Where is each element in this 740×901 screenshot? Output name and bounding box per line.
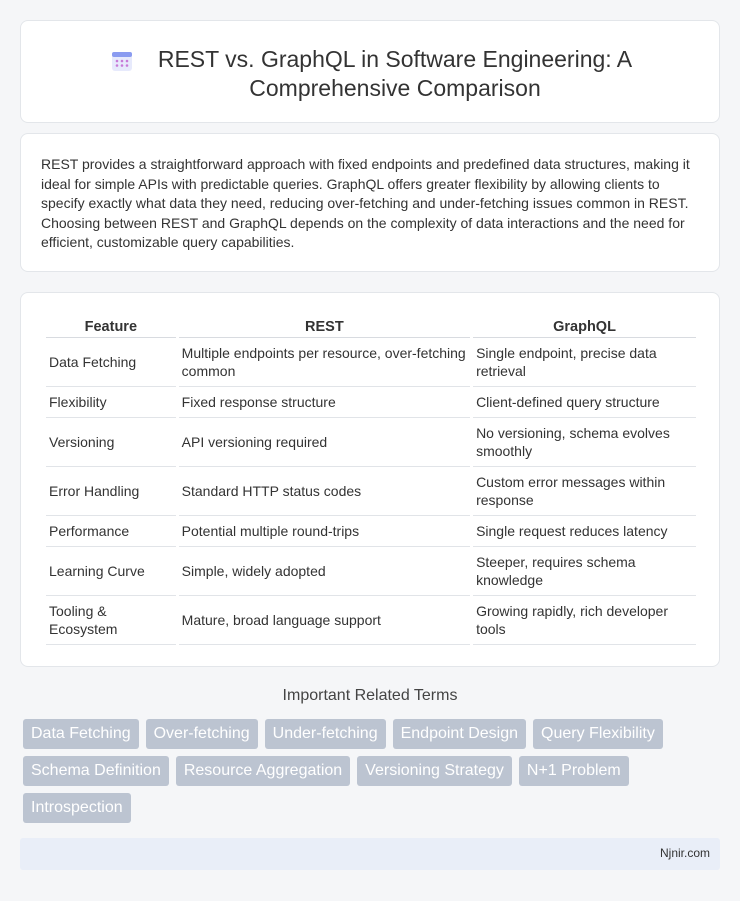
rest-cell: Mature, broad language support — [179, 596, 470, 645]
table-row — [46, 418, 696, 467]
graphql-cell: No versioning, schema evolves smoothly — [473, 418, 696, 467]
footer-site-link[interactable]: Njnir.com — [659, 846, 710, 860]
rest-cell: Fixed response structure — [179, 387, 470, 418]
title-wrap — [21, 45, 719, 103]
feature-cell: Tooling & Ecosystem — [46, 596, 176, 645]
rest-cell: Simple, widely adopted — [179, 547, 470, 596]
related-term-tag[interactable]: Under-fetching — [265, 719, 386, 749]
title-card — [20, 20, 720, 123]
related-term-tag[interactable]: Resource Aggregation — [176, 756, 350, 786]
graphql-cell: Custom error messages within response — [473, 467, 696, 516]
header-feature: Feature — [46, 316, 176, 338]
feature-cell: Data Fetching — [46, 338, 176, 387]
feature-cell: Performance — [46, 516, 176, 547]
page-title: REST vs. GraphQL in Software Engineering: A Comprehensive Comparison — [157, 46, 633, 101]
table-row — [46, 596, 696, 645]
feature-cell: Learning Curve — [46, 547, 176, 596]
related-term-tag[interactable]: Introspection — [23, 793, 131, 823]
header-rest: REST — [179, 316, 470, 338]
graphql-cell: Client-defined query structure — [473, 387, 696, 418]
rest-cell: Potential multiple round-trips — [179, 516, 470, 547]
graphql-cell: Single endpoint, precise data retrieval — [473, 338, 696, 387]
related-term-tag[interactable]: Over-fetching — [146, 719, 258, 749]
related-term-tag[interactable]: Data Fetching — [23, 719, 139, 749]
feature-cell: Error Handling — [46, 467, 176, 516]
comparison-table — [43, 316, 699, 645]
related-term-tag[interactable]: Schema Definition — [23, 756, 169, 786]
related-term-tag[interactable]: Endpoint Design — [393, 719, 526, 749]
header-graphql: GraphQL — [473, 316, 696, 338]
table-header-row — [46, 316, 696, 338]
comparison-card — [20, 292, 720, 667]
summary-card — [20, 133, 720, 272]
table-row — [46, 467, 696, 516]
graphql-cell: Single request reduces latency — [473, 516, 696, 547]
table-row — [46, 516, 696, 547]
graphql-cell: Growing rapidly, rich developer tools — [473, 596, 696, 645]
graphql-cell: Steeper, requires schema knowledge — [473, 547, 696, 596]
calendar-icon — [110, 49, 134, 73]
rest-cell: API versioning required — [179, 418, 470, 467]
related-terms-title: Important Related Terms — [282, 687, 458, 704]
table-row — [46, 387, 696, 418]
rest-cell: Multiple endpoints per resource, over-fetching common — [179, 338, 470, 387]
related-term-tag[interactable]: N+1 Problem — [519, 756, 629, 786]
rest-cell: Standard HTTP status codes — [179, 467, 470, 516]
summary-text: REST provides a straightforward approach with fixed endpoints and predefined data structures, making it ideal for simple APIs with predictable queries. GraphQL offers greater flexibility by allowing clients to specify exactly what data they need, reducing over-fetching and under-fetching issues common in REST. Choosing between REST and GraphQL depends on the complexity of data interactions and the need for efficient, customizable query capabilities. — [41, 156, 690, 251]
footer — [20, 838, 720, 870]
feature-cell: Versioning — [46, 418, 176, 467]
feature-cell: Flexibility — [46, 387, 176, 418]
related-terms-list — [23, 719, 703, 823]
table-row — [46, 338, 696, 387]
table-row — [46, 547, 696, 596]
related-term-tag[interactable]: Versioning Strategy — [357, 756, 512, 786]
related-term-tag[interactable]: Query Flexibility — [533, 719, 663, 749]
